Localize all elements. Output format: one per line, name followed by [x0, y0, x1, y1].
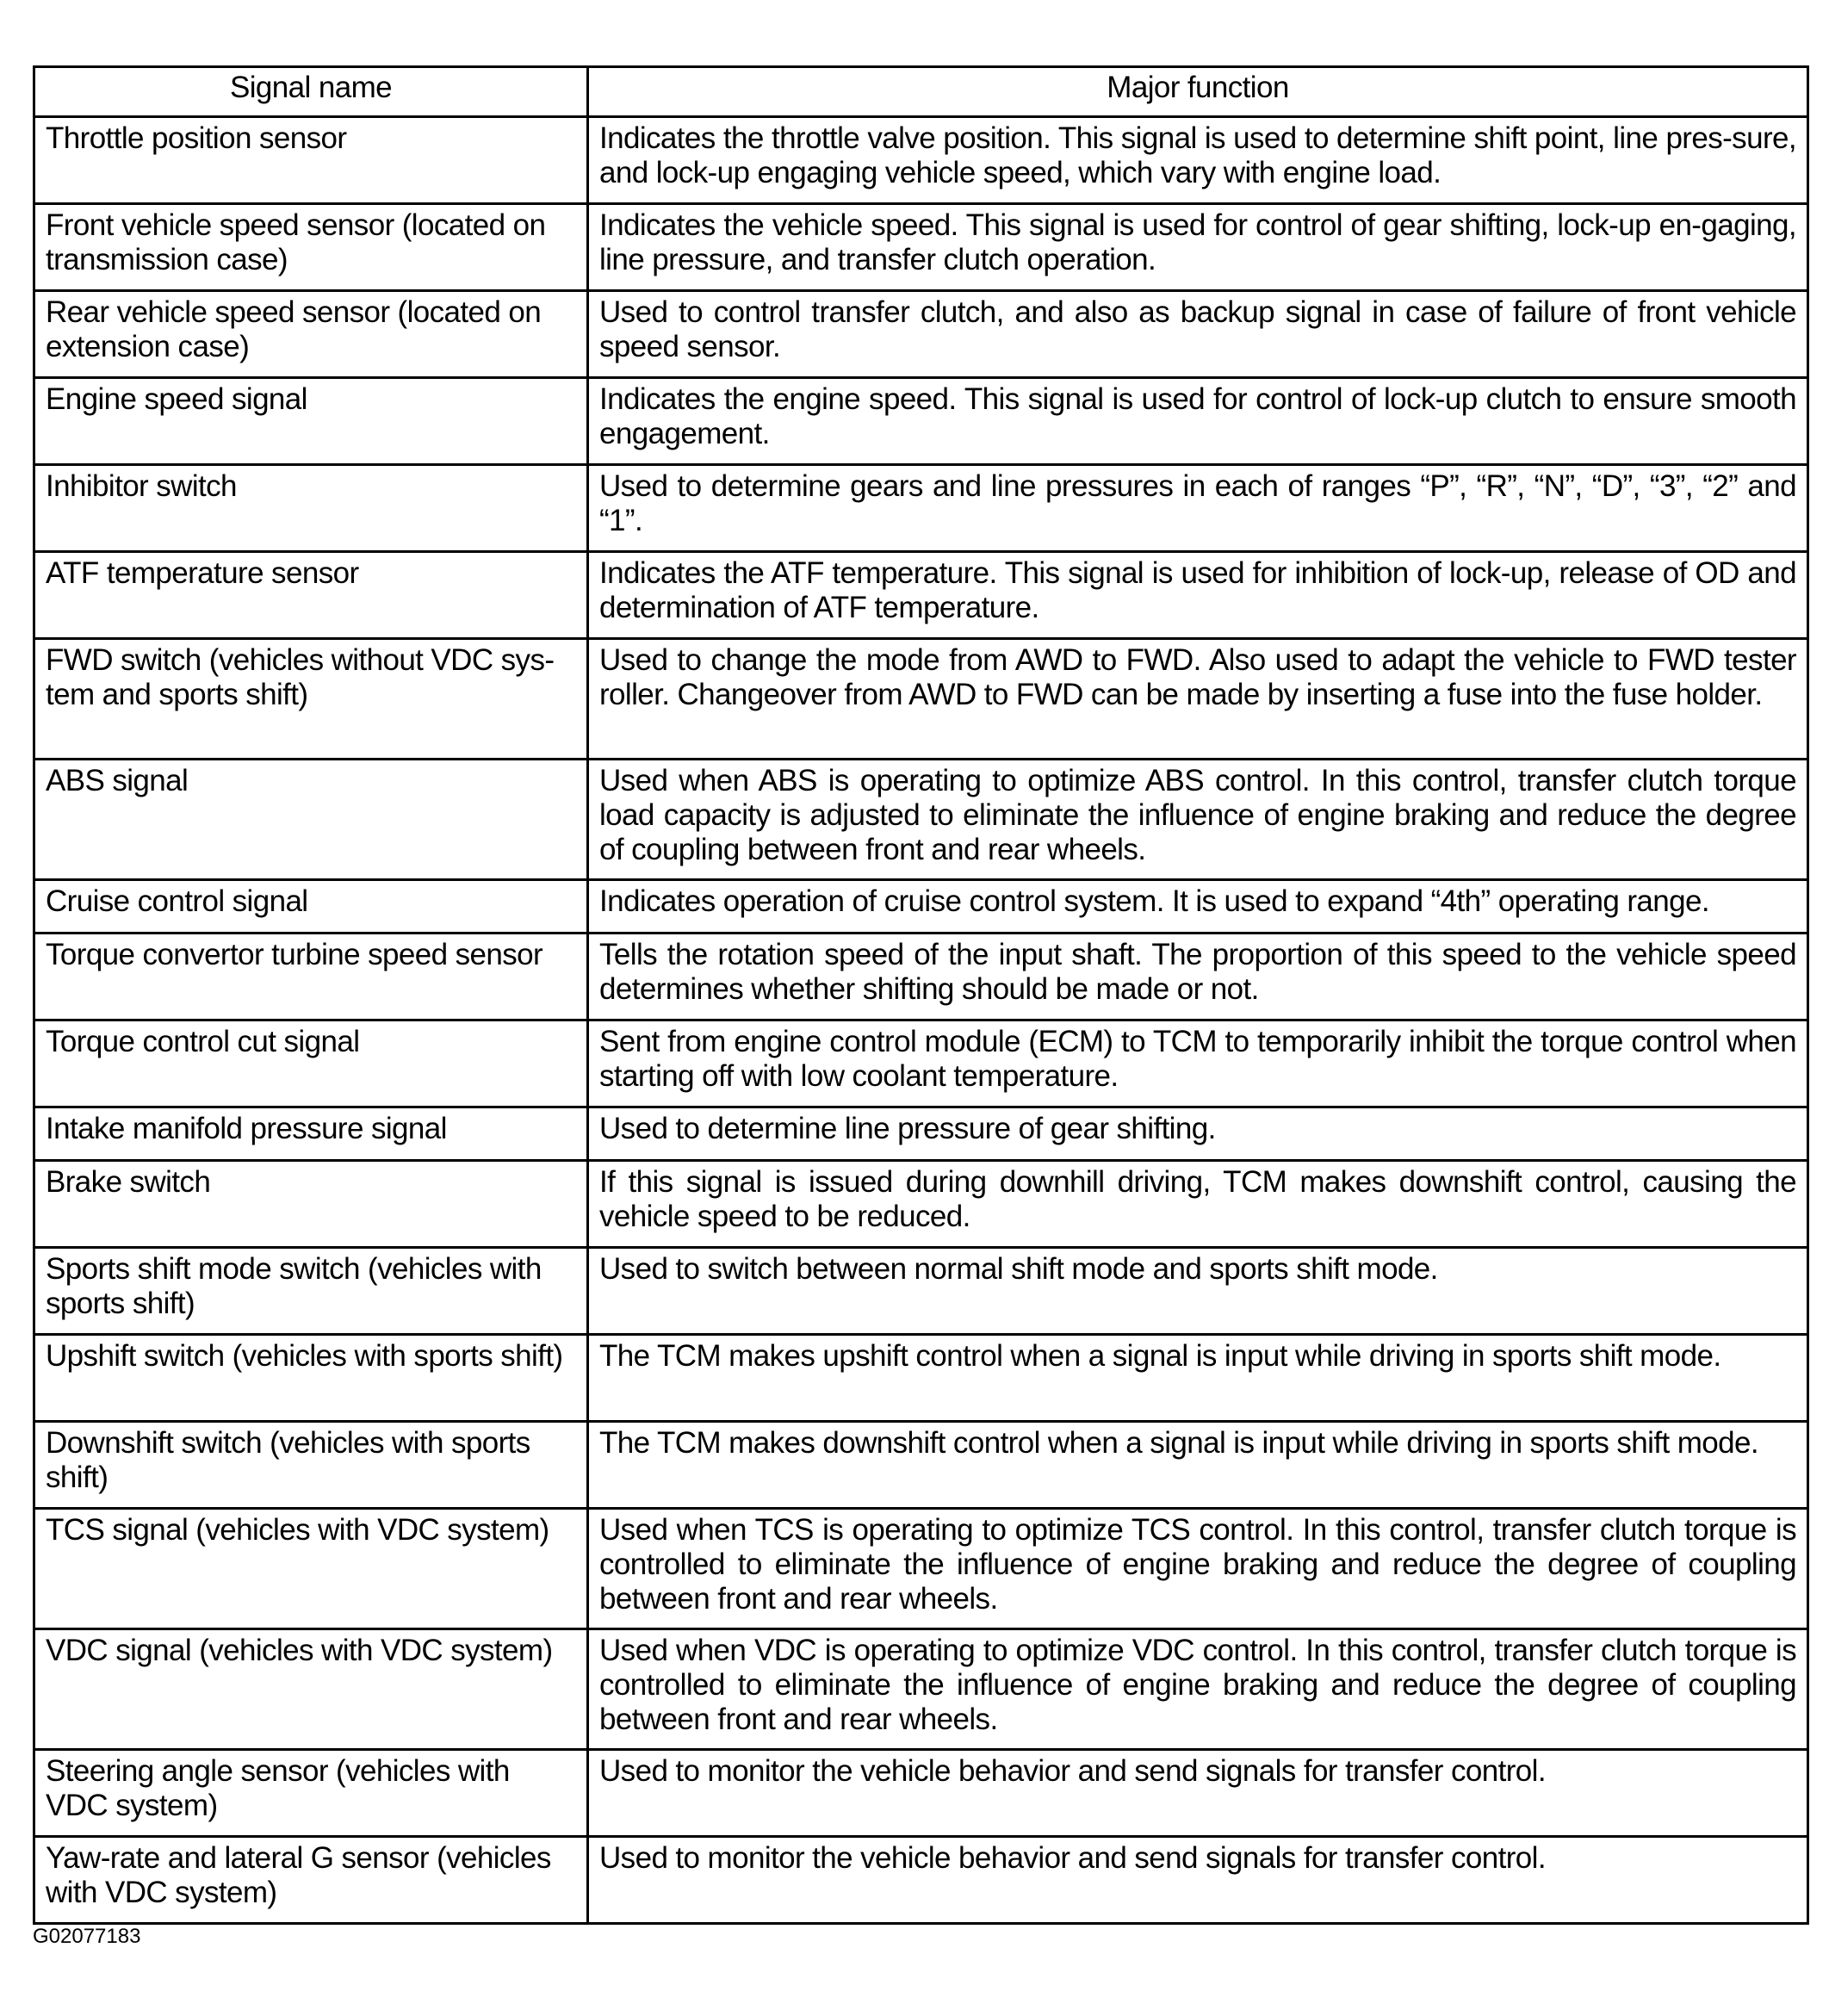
- header-signal-name: Signal name: [34, 67, 588, 117]
- table-row: [34, 204, 1808, 291]
- table-row: [34, 291, 1808, 378]
- table-row: [34, 639, 1808, 760]
- table-row: [34, 117, 1808, 204]
- function-cell: Sent from engine control module (ECM) to TCM to temporarily inhibit the torque control when starting off with low coolant temperature.: [588, 1020, 1808, 1107]
- function-cell: Indicates the throttle valve position. This signal is used to determine shift point, line pres-sure, and lock-up engaging vehicle speed, which vary with engine load.: [588, 117, 1808, 204]
- signal-name-cell: Torque control cut signal: [34, 1020, 588, 1107]
- signal-name-cell: Throttle position sensor: [34, 117, 588, 204]
- function-cell: Used to monitor the vehicle behavior and send signals for transfer control.: [588, 1750, 1808, 1837]
- function-cell: Used when ABS is operating to optimize ABS control. In this control, transfer clutch torque load capacity is adjusted to eliminate the influence of engine braking and reduce the degree of coupling between front and rear wheels.: [588, 760, 1808, 880]
- signal-name-cell: TCS signal (vehicles with VDC system): [34, 1509, 588, 1629]
- signal-name-cell: Engine speed signal: [34, 378, 588, 465]
- signal-name-cell: ABS signal: [34, 760, 588, 880]
- table-row: [34, 1161, 1808, 1248]
- table-row: [34, 378, 1808, 465]
- function-cell: Indicates the engine speed. This signal is used for control of lock-up clutch to ensure smooth engagement.: [588, 378, 1808, 465]
- table-row: [34, 880, 1808, 934]
- function-cell: Used to determine line pressure of gear shifting.: [588, 1107, 1808, 1161]
- table-row: [34, 1750, 1808, 1837]
- function-cell: The TCM makes downshift control when a signal is input while driving in sports shift mode.: [588, 1422, 1808, 1509]
- signal-name-cell: Brake switch: [34, 1161, 588, 1248]
- table-row: [34, 934, 1808, 1020]
- signal-name-cell: Torque convertor turbine speed sensor: [34, 934, 588, 1020]
- signal-name-cell: ATF temperature sensor: [34, 552, 588, 639]
- signal-name-cell: VDC signal (vehicles with VDC system): [34, 1629, 588, 1750]
- table-row: [34, 552, 1808, 639]
- function-cell: Used to determine gears and line pressures in each of ranges “P”, “R”, “N”, “D”, “3”, “2” and “1”.: [588, 465, 1808, 552]
- signal-name-cell: FWD switch (vehicles without VDC sys-tem and sports shift): [34, 639, 588, 760]
- signal-name-cell: Intake manifold pressure signal: [34, 1107, 588, 1161]
- figure-code: G02077183: [33, 1925, 141, 1948]
- table-row: [34, 1837, 1808, 1924]
- signal-name-cell: Downshift switch (vehicles with sports shift): [34, 1422, 588, 1509]
- function-cell: Indicates the vehicle speed. This signal is used for control of gear shifting, lock-up en-gaging, line pressure, and transfer clutch operation.: [588, 204, 1808, 291]
- table-row: [34, 1629, 1808, 1750]
- header-major-function: Major function: [588, 67, 1808, 117]
- table-row: [34, 1248, 1808, 1335]
- table-row: [34, 465, 1808, 552]
- table-row: [34, 1335, 1808, 1422]
- signal-name-cell: Steering angle sensor (vehicles with VDC system): [34, 1750, 588, 1837]
- signal-function-table: [33, 65, 1809, 1925]
- function-cell: The TCM makes upshift control when a signal is input while driving in sports shift mode.: [588, 1335, 1808, 1422]
- table-row: [34, 1509, 1808, 1629]
- function-cell: Indicates the ATF temperature. This signal is used for inhibition of lock-up, release of OD and determination of ATF temperature.: [588, 552, 1808, 639]
- function-cell: Used when TCS is operating to optimize TCS control. In this control, transfer clutch torque is controlled to eliminate the influence of engine braking and reduce the degree of coupling between front and rear wheels.: [588, 1509, 1808, 1629]
- function-cell: Used to control transfer clutch, and also as backup signal in case of failure of front vehicle speed sensor.: [588, 291, 1808, 378]
- function-cell: Used to monitor the vehicle behavior and send signals for transfer control.: [588, 1837, 1808, 1924]
- signal-name-cell: Upshift switch (vehicles with sports shift): [34, 1335, 588, 1422]
- signal-name-cell: Inhibitor switch: [34, 465, 588, 552]
- function-cell: Used when VDC is operating to optimize VDC control. In this control, transfer clutch torque is controlled to eliminate the influence of engine braking and reduce the degree of coupling between front and rear wheels.: [588, 1629, 1808, 1750]
- function-cell: Used to change the mode from AWD to FWD. Also used to adapt the vehicle to FWD tester roller. Changeover from AWD to FWD can be made by inserting a fuse into the fuse holder.: [588, 639, 1808, 760]
- table-header-row: [34, 67, 1808, 117]
- function-cell: If this signal is issued during downhill driving, TCM makes downshift control, causing the vehicle speed to be reduced.: [588, 1161, 1808, 1248]
- signal-name-cell: Rear vehicle speed sensor (located on extension case): [34, 291, 588, 378]
- function-cell: Used to switch between normal shift mode and sports shift mode.: [588, 1248, 1808, 1335]
- table-row: [34, 1107, 1808, 1161]
- table-row: [34, 760, 1808, 880]
- signal-name-cell: Front vehicle speed sensor (located on transmission case): [34, 204, 588, 291]
- table-row: [34, 1422, 1808, 1509]
- signal-name-cell: Yaw-rate and lateral G sensor (vehicles with VDC system): [34, 1837, 588, 1924]
- table-row: [34, 1020, 1808, 1107]
- signal-name-cell: Cruise control signal: [34, 880, 588, 934]
- function-cell: Indicates operation of cruise control system. It is used to expand “4th” operating range.: [588, 880, 1808, 934]
- signal-name-cell: Sports shift mode switch (vehicles with sports shift): [34, 1248, 588, 1335]
- function-cell: Tells the rotation speed of the input shaft. The proportion of this speed to the vehicle speed determines whether shifting should be made or not.: [588, 934, 1808, 1020]
